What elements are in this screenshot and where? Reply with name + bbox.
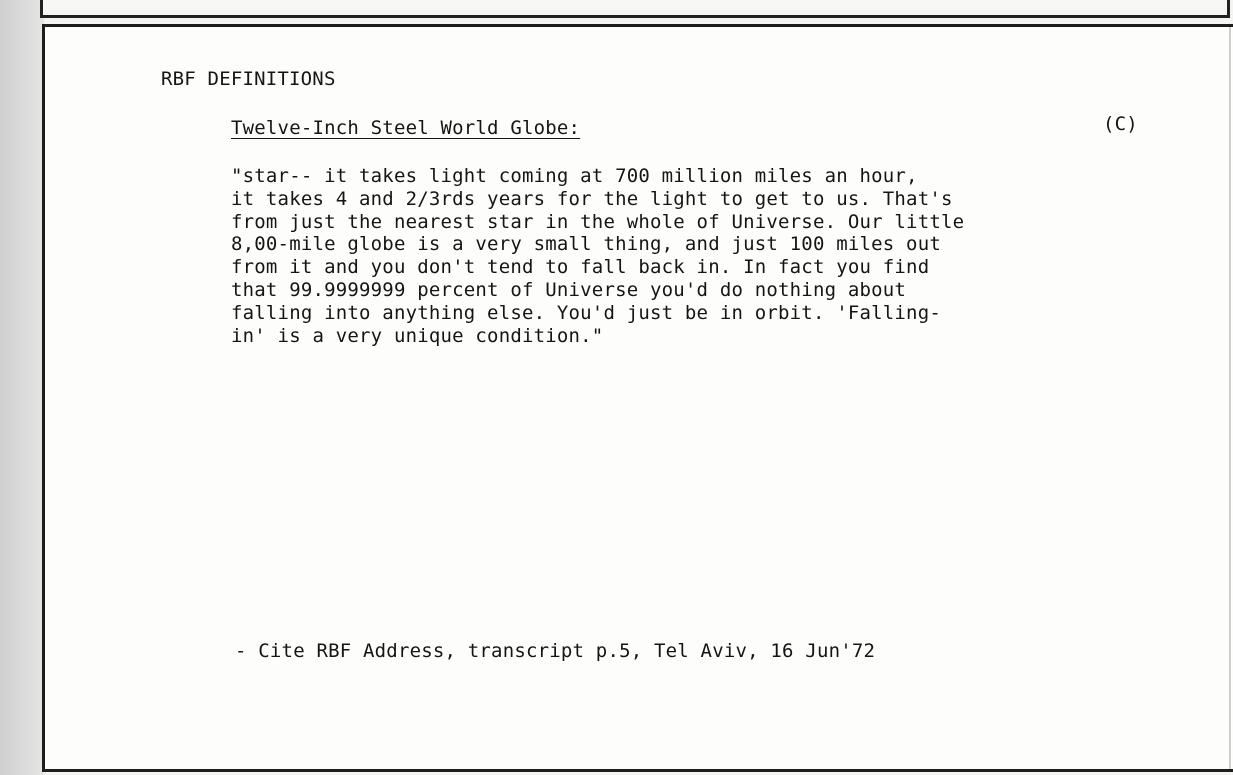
quote-line: from it and you don't tend to fall back in. In fact you find: [231, 256, 930, 279]
quote-line: that 99.9999999 percent of Universe you'd do nothing about: [231, 278, 907, 301]
quote-line: falling into anything else. You'd just be in orbit. 'Falling-: [231, 301, 941, 324]
previous-card-edge: [40, 0, 1230, 18]
quote-block: [231, 165, 1151, 347]
quote-line: 8,00-mile globe is a very small thing, and just 100 miles out: [231, 233, 941, 256]
term-text: Twelve-Inch Steel World Globe: [231, 117, 569, 139]
quote-line: in' is a very unique condition.": [231, 324, 604, 347]
category-marker: (C): [1103, 113, 1138, 135]
quote-line: from just the nearest star in the whole of Universe. Our little: [231, 210, 965, 233]
card-heading: RBF DEFINITIONS: [161, 68, 336, 90]
citation: - Cite RBF Address, transcript p.5, Tel Aviv, 16 Jun'72: [235, 640, 876, 662]
binding-strip: [0, 0, 44, 775]
definition-term: [231, 117, 580, 139]
definition-card: [42, 24, 1233, 772]
card-right-edge: [1229, 27, 1231, 769]
quote-line: "star-- it takes light coming at 700 million miles an hour,: [231, 165, 918, 187]
quote-line: it takes 4 and 2/3rds years for the light to get to us. That's: [231, 187, 953, 210]
term-colon: :: [568, 117, 581, 139]
